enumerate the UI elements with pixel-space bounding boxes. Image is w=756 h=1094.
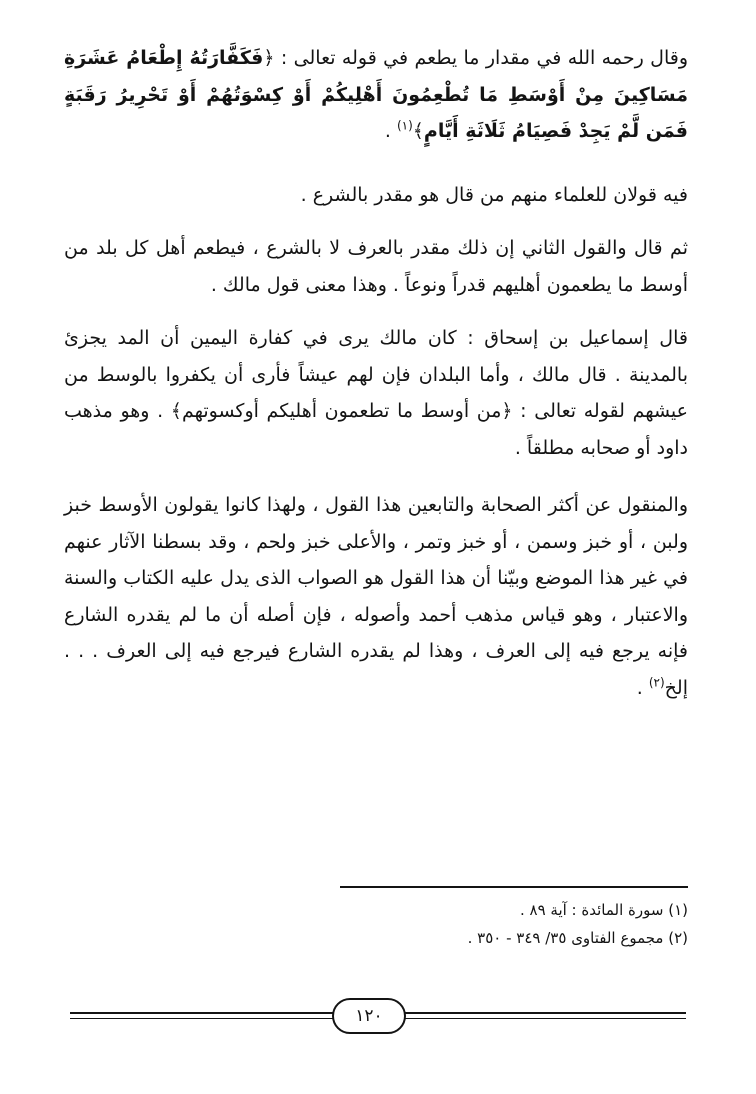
page-number: ١٢٠ (332, 998, 406, 1034)
quran-verse-quote: من أوسط ما تطعمون أهليكم أوكسوتهم (181, 400, 502, 422)
paragraph-5-text: والمنقول عن أكثر الصحابة والتابعين هذا القول ، ولهذا كانوا يقولون الأوسط خبز ولبن ، أو خبز وسمن ، أو خبز وتمر ، والأعلى خبز ولحم ، وقد بسطنا الآثار عنهم في غير هذا الموضع وبيّنا أن هذا القول هو الصواب الذى يدل عليه الكتاب والسنة والاعتبار ، وهو قياس مذهب أحمد وأصوله ، فإن أصله أن ما لم يقدره الشارع فإنه يرجع فيه إلى العرف ، وهذا لم يقدره الشارع فيرجع فيه إلى العرف . . . إلخ (64, 494, 688, 699)
paragraph-3: ثم قال والقول الثاني إن ذلك مقدر بالعرف لا بالشرع ، فيطعم أهل كل بلد من أوسط ما يطعمون أهليهم قدراً ونوعاً . وهذا معنى قول مالك . (64, 237, 688, 296)
paragraph-5-end: . (636, 676, 649, 699)
footnote-separator (340, 886, 688, 888)
paragraph-2: فيه قولان للعلماء منهم من قال هو مقدر بالشرع . (300, 184, 688, 206)
footnote-ref-1[interactable]: (١) (396, 118, 413, 133)
paragraph-1-intro: وقال رحمه الله في مقدار ما يطعم في قوله تعالى : ﴿ (263, 47, 689, 69)
paragraph-1-end: . (384, 120, 397, 142)
paragraph-4-end: ﴾ . وهو مذهب داود أو صحابه مطلقاً . (64, 400, 688, 459)
verse-close-bracket: ﴾ (412, 120, 424, 142)
paragraph-4 (64, 320, 688, 466)
footnote-1: (١) سورة المائدة : آية ٨٩ . (519, 901, 688, 919)
quran-verse-maidah-89: فَكَفَّارَتُهُ إِطْعَامُ عَشَرَةِ مَسَاكِينَ مِنْ أَوْسَطِ مَا تُطْعِمُونَ أَهْلِيكُمْ أَوْ كِسْوَتُهُمْ أَوْ تَحْرِيرُ رَقَبَةٍ فَمَن لَّمْ يَجِدْ فَصِيَامُ ثَلَاثَةِ أَيَّامٍ (64, 47, 688, 142)
footnote-ref-2[interactable]: (٢) (648, 675, 665, 690)
paragraph-5 (64, 487, 688, 706)
paragraph-1 (64, 40, 688, 150)
footnote-2: (٢) مجموع الفتاوى ٣٥/ ٣٤٩ - ٣٥٠ . (467, 929, 688, 947)
paragraph-4-intro: قال إسماعيل بن إسحاق : كان مالك يرى في كفارة اليمين أن المد يجزئ بالمدينة . قال مالك ، وأما البلدان فإن لهم عيشاً فأرى أن يكفروا بالوسط من عيشهم لقوله تعالى : ﴿ (64, 327, 688, 422)
footnotes (300, 896, 688, 952)
